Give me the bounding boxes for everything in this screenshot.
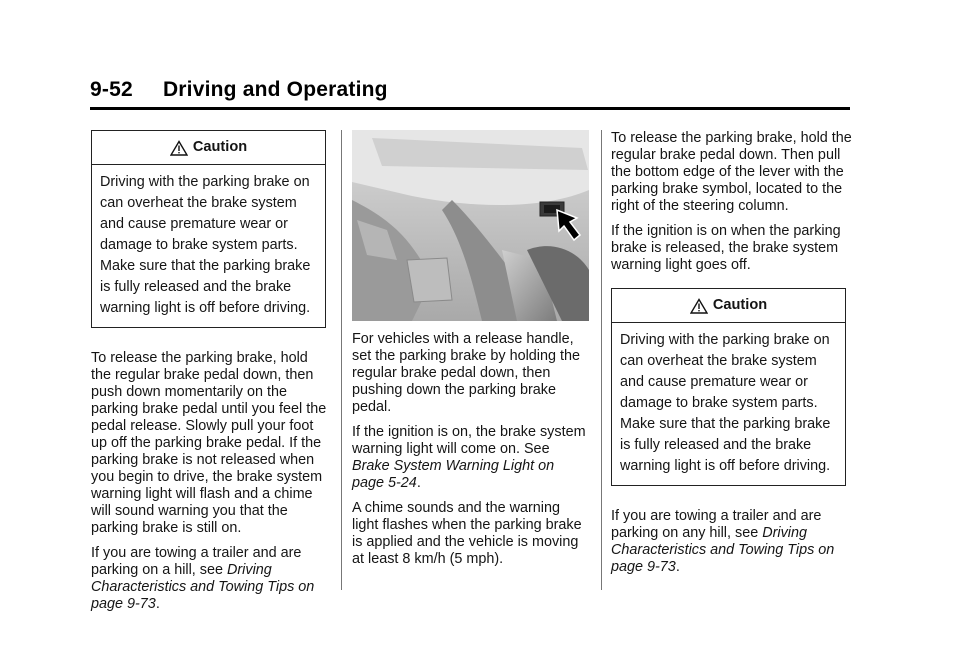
page-number: 9-52 — [90, 78, 133, 101]
paragraph-text: If the ignition is on, the brake system warning light will come on. See — [352, 424, 586, 457]
page-header — [90, 78, 850, 102]
paragraph-text: To release the parking brake, hold the regular brake pedal down. Then pull the bottom edge of the lever with the parking brake symbol, located to the right of the steering column. — [611, 130, 852, 214]
paragraph-ignition-warning — [352, 424, 590, 492]
column-divider-1 — [341, 130, 342, 590]
cross-reference-link[interactable]: Brake System Warning Light on page 5-24 — [352, 458, 555, 491]
paragraph-chime — [352, 500, 590, 568]
column-divider-2 — [601, 130, 602, 590]
paragraph-towing — [91, 545, 329, 613]
parking-brake-photo — [352, 130, 589, 321]
column-1 — [91, 130, 329, 621]
paragraph-text: If the ignition is on when the parking brake is released, the brake system warning light goes off. — [611, 223, 841, 273]
paragraph-text: If you are towing a trailer and are parking on a hill, see — [91, 545, 302, 578]
paragraph-release-instructions — [91, 350, 329, 537]
paragraph-ignition-released — [611, 223, 853, 274]
header-rule — [90, 107, 850, 110]
paragraph-release-handle — [352, 331, 590, 416]
cross-reference-link[interactable]: Driving Characteristics and Towing Tips on page 9-73 — [611, 525, 835, 575]
caution-box-2 — [611, 288, 846, 486]
caution-header — [92, 131, 325, 165]
caution-triangle-icon — [690, 298, 708, 314]
section-title: Driving and Operating — [162, 78, 388, 101]
caution-title: Caution — [712, 297, 768, 313]
paragraph-text: If you are towing a trailer and are parking on any hill, see — [611, 508, 822, 541]
header-title — [90, 78, 850, 102]
paragraph-text: . — [675, 559, 680, 575]
caution-box-1 — [91, 130, 326, 328]
paragraph-text: . — [416, 475, 421, 491]
cross-reference-link[interactable]: Driving Characteristics and Towing Tips on page 9-73 — [91, 562, 315, 612]
paragraph-text: A chime sounds and the warning light flashes when the parking brake is applied and the vehicle is moving at least 8 km/h (5 mph). — [352, 500, 582, 567]
caution-triangle-icon — [170, 140, 188, 156]
caution-text: Driving with the parking brake on can overheat the brake system and cause premature wear or damage to brake system parts. Make sure that the parking brake is fully released and the brake warning light is off before driving. — [100, 174, 311, 316]
caution-text: Driving with the parking brake on can overheat the brake system and cause premature wear or damage to brake system parts. Make sure that the parking brake is fully released and the brake warning light is off before driving. — [620, 332, 831, 474]
column-2 — [352, 130, 590, 576]
caution-title: Caution — [192, 139, 248, 155]
paragraph-text: To release the parking brake, hold the regular brake pedal down, then push down momentarily on the parking brake pedal until you feel the pedal release. Slowly pull your foot up off the parking brake pedal. If the parking brake is not released when you begin to drive, the brake system warning light will flash and a chime will sound warning you that the parking brake is still on. — [91, 350, 327, 536]
paragraph-text: For vehicles with a release handle, set the parking brake by holding the regular brake pedal down, then pushing down the parking brake pedal. — [352, 331, 581, 415]
paragraph-text: . — [155, 596, 160, 612]
column-3 — [611, 130, 853, 584]
caution-header — [612, 289, 845, 323]
paragraph-towing — [611, 508, 853, 576]
paragraph-release-lever — [611, 130, 853, 215]
